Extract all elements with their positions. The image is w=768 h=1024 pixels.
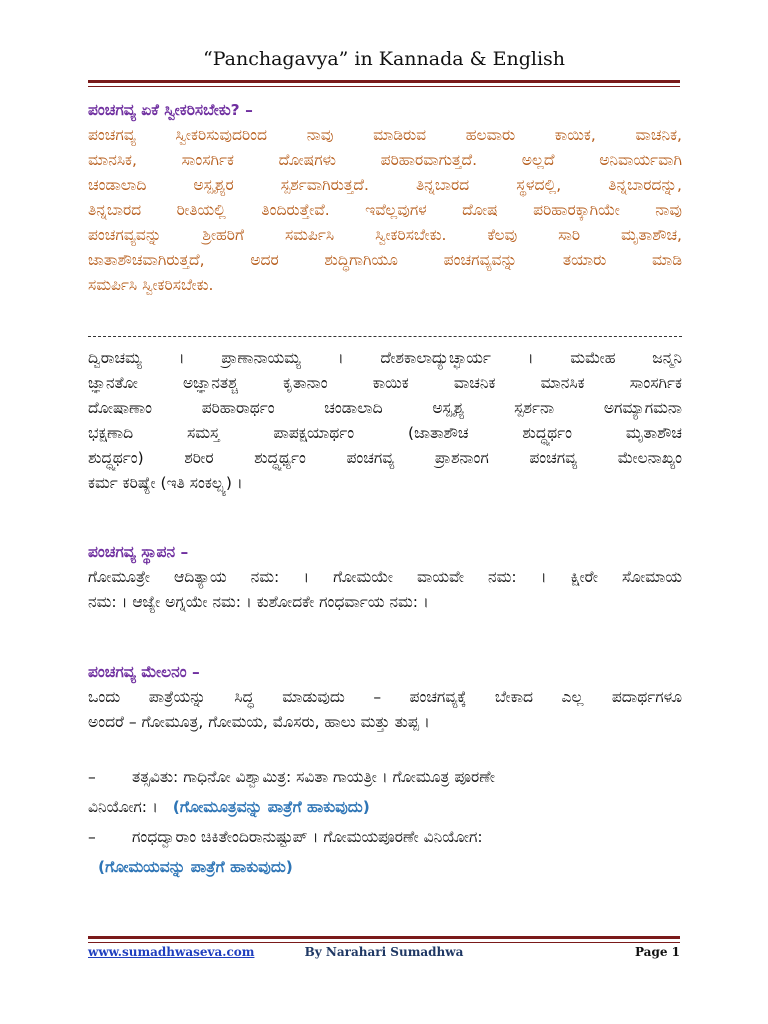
sankalpa-line: ಕರ್ಮ ಕರಿಷ್ಯೇ (ಇತಿ ಸಂಕಲ್ಪ್ಯ) । xyxy=(88,474,243,492)
ritual-step-gomaya xyxy=(88,822,682,852)
ritual-note-gomaya: (ಗೋಮಯವನ್ನು ಪಾತ್ರೆಗೆ ಹಾಕುವುದು) xyxy=(98,858,293,876)
sankalpa-line: ಶುದ್ಧ್ಯರ್ಥಂ) ಶರೀರ ಶುದ್ಧ್ಯರ್ಥ್ಯಂ ಪಂಚಗವ್ಯ ಪ್ರಾಶನಾಂಗ ಪಂಚಗವ್ಯ ಮೇಲನಾಖ್ಯಂ xyxy=(88,449,682,467)
footer-rule-thin xyxy=(88,942,680,943)
paragraph-line: ಜಾತಾಶೌಚವಾಗಿರುತ್ತದೆ, ಅದರ ಶುದ್ಧಿಗಾಗಿಯೂ ಪಂಚಗವ್ಯವನ್ನು ತಯಾರು ಮಾಡಿ xyxy=(88,251,682,269)
dash-bullet: – xyxy=(88,768,96,786)
section-sankalpa xyxy=(88,346,682,496)
section-heading-melanam: ಪಂಚಗವ್ಯ ಮೇಲನಂ – xyxy=(88,663,200,681)
ritual-mantra: ತತ್ಸವಿತು: ಗಾಧಿನೋ ವಿಶ್ವಾಮಿತ್ರ: ಸವಿತಾ ಗಾಯತ್ರೀ । ಗೋಮೂತ್ರ ಪೂರಣೇ xyxy=(132,768,495,786)
ritual-step-gomutra xyxy=(88,762,682,792)
ritual-note-gomutra: (ಗೋಮೂತ್ರವನ್ನು ಪಾತ್ರೆಗೆ ಹಾಕುವುದು) xyxy=(172,798,370,816)
ritual-mantra: ಗಂಧದ್ವಾರಾಂ ಚಿಕಿತೇಂದಿರಾನುಷ್ಟುಪ್ । ಗೋಮಯಪೂರಣೇ ವಿನಿಯೋಗ: xyxy=(132,828,483,846)
melanam-line: ಒಂದು ಪಾತ್ರೆಯನ್ನು ಸಿದ್ಧ ಮಾಡುವುದು – ಪಂಚಗವ್ಯಕ್ಕೆ ಬೇಕಾದ ಎಲ್ಲ ಪದಾರ್ಥಗಳೂ xyxy=(88,688,682,706)
footer-website-link[interactable]: www.sumadhwaseva.com xyxy=(88,945,255,959)
section-melanam xyxy=(88,660,682,735)
page-footer xyxy=(88,945,680,965)
dash-bullet: – xyxy=(88,828,96,846)
ritual-step-gomutra-cont xyxy=(88,792,682,822)
footer-rule xyxy=(88,936,680,939)
sankalpa-line: ದ್ವಿರಾಚಮ್ಯ । ಪ್ರಾಣಾನಾಯಮ್ಯ । ದೇಶಕಾಲಾದ್ಯುಚ್ಛಾರ್ಯ । ಮಮೇಹ ಜನ್ಮನಿ xyxy=(88,349,682,367)
paragraph-line: ಪಂಚಗವ್ಯವನ್ನು ಶ್ರೀಹರಿಗೆ ಸಮರ್ಪಿಸಿ ಸ್ವೀಕರಿಸಬೇಕು. ಕೆಲವು ಸಾರಿ ಮೃತಾಶೌಚ, xyxy=(88,226,682,244)
dashed-separator xyxy=(88,336,682,337)
footer-page-number: Page 1 xyxy=(634,945,680,959)
paragraph-line: ಸಮರ್ಪಿಸಿ ಸ್ವೀಕರಿಸಬೇಕು. xyxy=(88,276,214,294)
paragraph-line: ತಿನ್ನಬಾರದ ರೀತಿಯಲ್ಲಿ ತಿಂದಿರುತ್ತೇವೆ. ಇವೆಲ್ಲವುಗಳ ದೋಷ ಪರಿಹಾರಕ್ಕಾಗಿಯೇ ನಾವು xyxy=(88,201,682,219)
sankalpa-line: ಭಕ್ಷಣಾದಿ ಸಮಸ್ತ ಪಾಪಕ್ಷಯಾರ್ಥಂ (ಜಾತಾಶೌಚ ಶುದ್ಧ್ಯರ್ಥಂ ಮೃತಾಶೌಚ xyxy=(88,424,682,442)
paragraph-line: ಪಂಚಗವ್ಯ ಸ್ವೀಕರಿಸುವುದರಿಂದ ನಾವು ಮಾಡಿರುವ ಹಲವಾರು ಕಾಯಿಕ, ವಾಚನಿಕ, xyxy=(88,126,682,144)
section-why-panchagavya xyxy=(88,98,682,298)
header-rule-thin xyxy=(88,86,680,87)
page-header-title: “Panchagavya” in Kannada & English xyxy=(202,48,566,70)
footer-author: By Narahari Sumadhwa xyxy=(304,945,464,959)
sankalpa-line: ದೋಷಾಣಾಂ ಪರಿಹಾರಾರ್ಥಂ ಚಂಡಾಲಾದಿ ಅಸ್ಪೃಶ್ಯ ಸ್ಪರ್ಶನಾ ಅಗಮ್ಯಾಗಮನಾ xyxy=(88,399,682,417)
sthapana-line: ಗೋಮೂತ್ರೇ ಆದಿತ್ಯಾಯ ನಮ: । ಗೋಮಯೇ ವಾಯವೇ ನಮ: । ಕ್ಷೀರೇ ಸೋಮಾಯ xyxy=(88,568,682,586)
section-sthapana xyxy=(88,540,682,615)
section-heading-why: ಪಂಚಗವ್ಯ ಏಕೆ ಸ್ವೀಕರಿಸಬೇಕು? – xyxy=(88,101,253,119)
melanam-line: ಅಂದರೆ – ಗೋಮೂತ್ರ, ಗೋಮಯ, ಮೊಸರು, ಹಾಲು ಮತ್ತು ತುಪ್ಪ । xyxy=(88,713,430,731)
section-heading-sthapana: ಪಂಚಗವ್ಯ ಸ್ಥಾಪನ – xyxy=(88,543,189,561)
sthapana-line: ನಮ: । ಆಜ್ಯೇ ಅಗ್ನಯೇ ನಮ: । ಕುಶೋದಕೇ ಗಂಧರ್ವಾಯ ನಮ: । xyxy=(88,593,429,611)
ritual-step-gomaya-note xyxy=(88,852,682,882)
header-rule xyxy=(88,80,680,83)
sankalpa-line: ಜ್ಞಾನತೋ ಅಜ್ಞಾನತಶ್ಚ ಕೃತಾನಾಂ ಕಾಯಿಕ ವಾಚನಿಕ ಮಾನಸಿಕ ಸಾಂಸರ್ಗಿಕ xyxy=(88,374,682,392)
paragraph-line: ಮಾನಸಿಕ, ಸಾಂಸರ್ಗಿಕ ದೋಷಗಳು ಪರಿಹಾರವಾಗುತ್ತದೆ. ಅಲ್ಲದೆ ಅನಿವಾರ್ಯವಾಗಿ xyxy=(88,151,682,169)
ritual-steps xyxy=(88,762,682,882)
ritual-viniyoga: ವಿನಿಯೋಗ: । xyxy=(88,798,158,816)
paragraph-line: ಚಂಡಾಲಾದಿ ಅಸ್ಪೃಶ್ಯರ ಸ್ಪರ್ಶವಾಗಿರುತ್ತದೆ. ತಿನ್ನಬಾರದ ಸ್ಥಳದಲ್ಲಿ, ತಿನ್ನಬಾರದನ್ನು, xyxy=(88,176,682,194)
